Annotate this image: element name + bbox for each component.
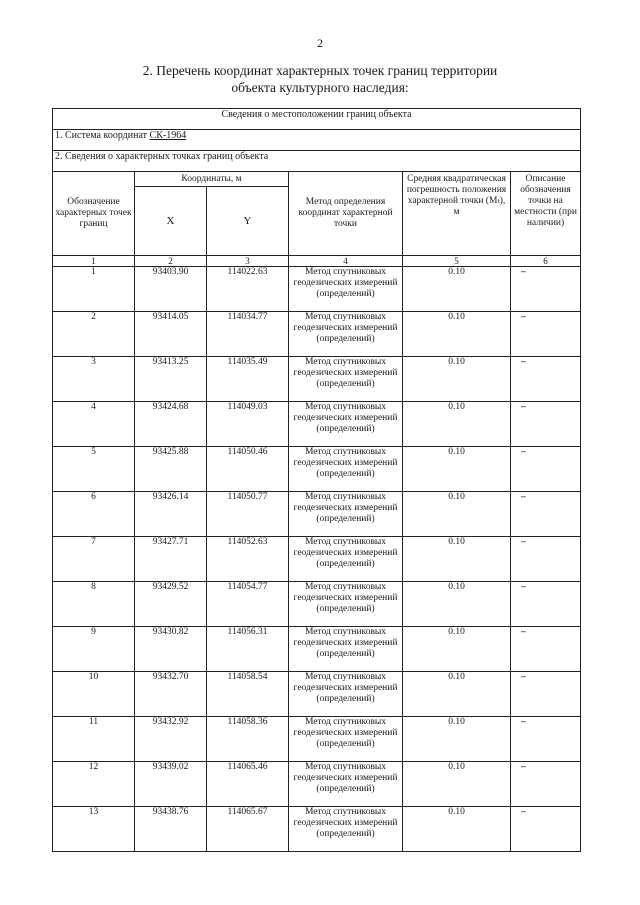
cell-x: 93425.88	[135, 447, 207, 492]
cell-description	[511, 357, 581, 402]
column-number: 2	[135, 256, 207, 267]
page-number: 2	[317, 36, 323, 50]
cell-method: Метод спутниковых геодезических измерений (определений)	[289, 672, 403, 717]
table-row	[53, 357, 581, 402]
cell-y: 114050.77	[207, 492, 289, 537]
cell-x: 93414.05	[135, 312, 207, 357]
column-number: 6	[511, 256, 581, 267]
dash-mark: –	[521, 357, 526, 367]
cell-x: 93429.52	[135, 582, 207, 627]
column-number: 1	[53, 256, 135, 267]
table-row	[53, 267, 581, 312]
dash-mark: –	[521, 762, 526, 772]
cell-accuracy: 0.10	[403, 267, 511, 312]
dash-mark: –	[521, 267, 526, 277]
cell-point-number: 13	[53, 807, 135, 852]
header-description: Описание обозначения точки на местности (при наличии)	[511, 172, 581, 256]
cell-x: 93432.70	[135, 672, 207, 717]
dash-mark: –	[521, 627, 526, 637]
cell-x: 93432.92	[135, 717, 207, 762]
cell-accuracy: 0.10	[403, 582, 511, 627]
heading-line-1: 2. Перечень координат характерных точек границ территории	[142, 63, 498, 78]
cell-y: 114034.77	[207, 312, 289, 357]
cell-point-number: 10	[53, 672, 135, 717]
dash-mark: –	[521, 312, 526, 322]
cell-point-number: 4	[53, 402, 135, 447]
cell-description	[511, 537, 581, 582]
cell-description	[511, 717, 581, 762]
cell-point-number: 6	[53, 492, 135, 537]
cell-y: 114065.67	[207, 807, 289, 852]
cell-description	[511, 492, 581, 537]
dash-mark: –	[521, 717, 526, 727]
table-row	[53, 402, 581, 447]
dash-mark: –	[521, 447, 526, 457]
cell-method: Метод спутниковых геодезических измерений (определений)	[289, 312, 403, 357]
cell-y: 114065.46	[207, 762, 289, 807]
cell-accuracy: 0.10	[403, 357, 511, 402]
cell-point-number: 3	[53, 357, 135, 402]
table-row	[53, 492, 581, 537]
cell-method: Метод спутниковых геодезических измерений (определений)	[289, 762, 403, 807]
cell-method: Метод спутниковых геодезических измерений (определений)	[289, 717, 403, 762]
cell-description	[511, 807, 581, 852]
cell-description	[511, 627, 581, 672]
cell-method: Метод спутниковых геодезических измерений (определений)	[289, 402, 403, 447]
cell-y: 114054.77	[207, 582, 289, 627]
cell-y: 114056.31	[207, 627, 289, 672]
cell-y: 114058.36	[207, 717, 289, 762]
cell-x: 93438.76	[135, 807, 207, 852]
dash-mark: –	[521, 807, 526, 817]
dash-mark: –	[521, 672, 526, 682]
cell-point-number: 2	[53, 312, 135, 357]
cell-accuracy: 0.10	[403, 762, 511, 807]
cell-x: 93403.90	[135, 267, 207, 312]
table-row	[53, 447, 581, 492]
coordinate-system-value: СК-1964	[149, 130, 187, 141]
cell-point-number: 12	[53, 762, 135, 807]
coordinate-system-label: 1. Система координат	[55, 130, 148, 141]
cell-point-number: 7	[53, 537, 135, 582]
cell-x: 93424.68	[135, 402, 207, 447]
header-row-1	[53, 172, 581, 187]
header-designation: Обозначение характерных точек границ	[53, 172, 135, 256]
cell-x: 93427.71	[135, 537, 207, 582]
heading-line-2: объекта культурного наследия:	[231, 80, 409, 95]
column-number: 3	[207, 256, 289, 267]
cell-accuracy: 0.10	[403, 312, 511, 357]
table-row	[53, 582, 581, 627]
coordinate-system	[53, 130, 581, 151]
cell-description	[511, 267, 581, 312]
table-title-row	[53, 109, 581, 130]
cell-accuracy: 0.10	[403, 537, 511, 582]
table-subtitle: 2. Сведения о характерных точках границ объекта	[53, 151, 581, 172]
cell-y: 114049.03	[207, 402, 289, 447]
cell-y: 114052.63	[207, 537, 289, 582]
coordinate-system-row	[53, 130, 581, 151]
table-title: Сведения о местоположении границ объекта	[53, 109, 581, 130]
coordinates-table	[52, 108, 581, 852]
cell-accuracy: 0.10	[403, 402, 511, 447]
cell-description	[511, 582, 581, 627]
cell-description	[511, 447, 581, 492]
dash-mark: –	[521, 402, 526, 412]
cell-method: Метод спутниковых геодезических измерений (определений)	[289, 537, 403, 582]
header-method: Метод определения координат характерной точки	[289, 172, 403, 256]
document-heading	[60, 62, 580, 96]
cell-accuracy: 0.10	[403, 672, 511, 717]
cell-point-number: 1	[53, 267, 135, 312]
header-y: Y	[207, 187, 289, 256]
table-row	[53, 312, 581, 357]
table-row	[53, 537, 581, 582]
cell-point-number: 5	[53, 447, 135, 492]
cell-point-number: 11	[53, 717, 135, 762]
header-coordinates: Координаты, м	[135, 172, 289, 187]
cell-x: 93430.82	[135, 627, 207, 672]
cell-description	[511, 672, 581, 717]
table-row	[53, 627, 581, 672]
cell-accuracy: 0.10	[403, 717, 511, 762]
table-row	[53, 672, 581, 717]
cell-y: 114035.49	[207, 357, 289, 402]
cell-description	[511, 312, 581, 357]
table-body	[53, 267, 581, 852]
table-row	[53, 807, 581, 852]
header-accuracy: Средняя квадратическая погрешность положения характерной точки (Mₜ), м	[403, 172, 511, 256]
cell-y: 114050.46	[207, 447, 289, 492]
cell-description	[511, 402, 581, 447]
cell-accuracy: 0.10	[403, 447, 511, 492]
cell-method: Метод спутниковых геодезических измерений (определений)	[289, 357, 403, 402]
column-number: 5	[403, 256, 511, 267]
cell-method: Метод спутниковых геодезических измерений (определений)	[289, 267, 403, 312]
cell-method: Метод спутниковых геодезических измерений (определений)	[289, 492, 403, 537]
cell-method: Метод спутниковых геодезических измерений (определений)	[289, 627, 403, 672]
table-subtitle-row	[53, 151, 581, 172]
cell-description	[511, 762, 581, 807]
cell-point-number: 8	[53, 582, 135, 627]
cell-method: Метод спутниковых геодезических измерений (определений)	[289, 447, 403, 492]
table-row	[53, 762, 581, 807]
column-number: 4	[289, 256, 403, 267]
cell-y: 114022.63	[207, 267, 289, 312]
cell-x: 93426.14	[135, 492, 207, 537]
cell-accuracy: 0.10	[403, 492, 511, 537]
dash-mark: –	[521, 582, 526, 592]
cell-x: 93413.25	[135, 357, 207, 402]
cell-accuracy: 0.10	[403, 807, 511, 852]
cell-x: 93439.02	[135, 762, 207, 807]
header-x: X	[135, 187, 207, 256]
column-number-row	[53, 256, 581, 267]
cell-method: Метод спутниковых геодезических измерений (определений)	[289, 582, 403, 627]
cell-y: 114058.54	[207, 672, 289, 717]
dash-mark: –	[521, 492, 526, 502]
table-row	[53, 717, 581, 762]
cell-accuracy: 0.10	[403, 627, 511, 672]
cell-method: Метод спутниковых геодезических измерений (определений)	[289, 807, 403, 852]
cell-point-number: 9	[53, 627, 135, 672]
dash-mark: –	[521, 537, 526, 547]
